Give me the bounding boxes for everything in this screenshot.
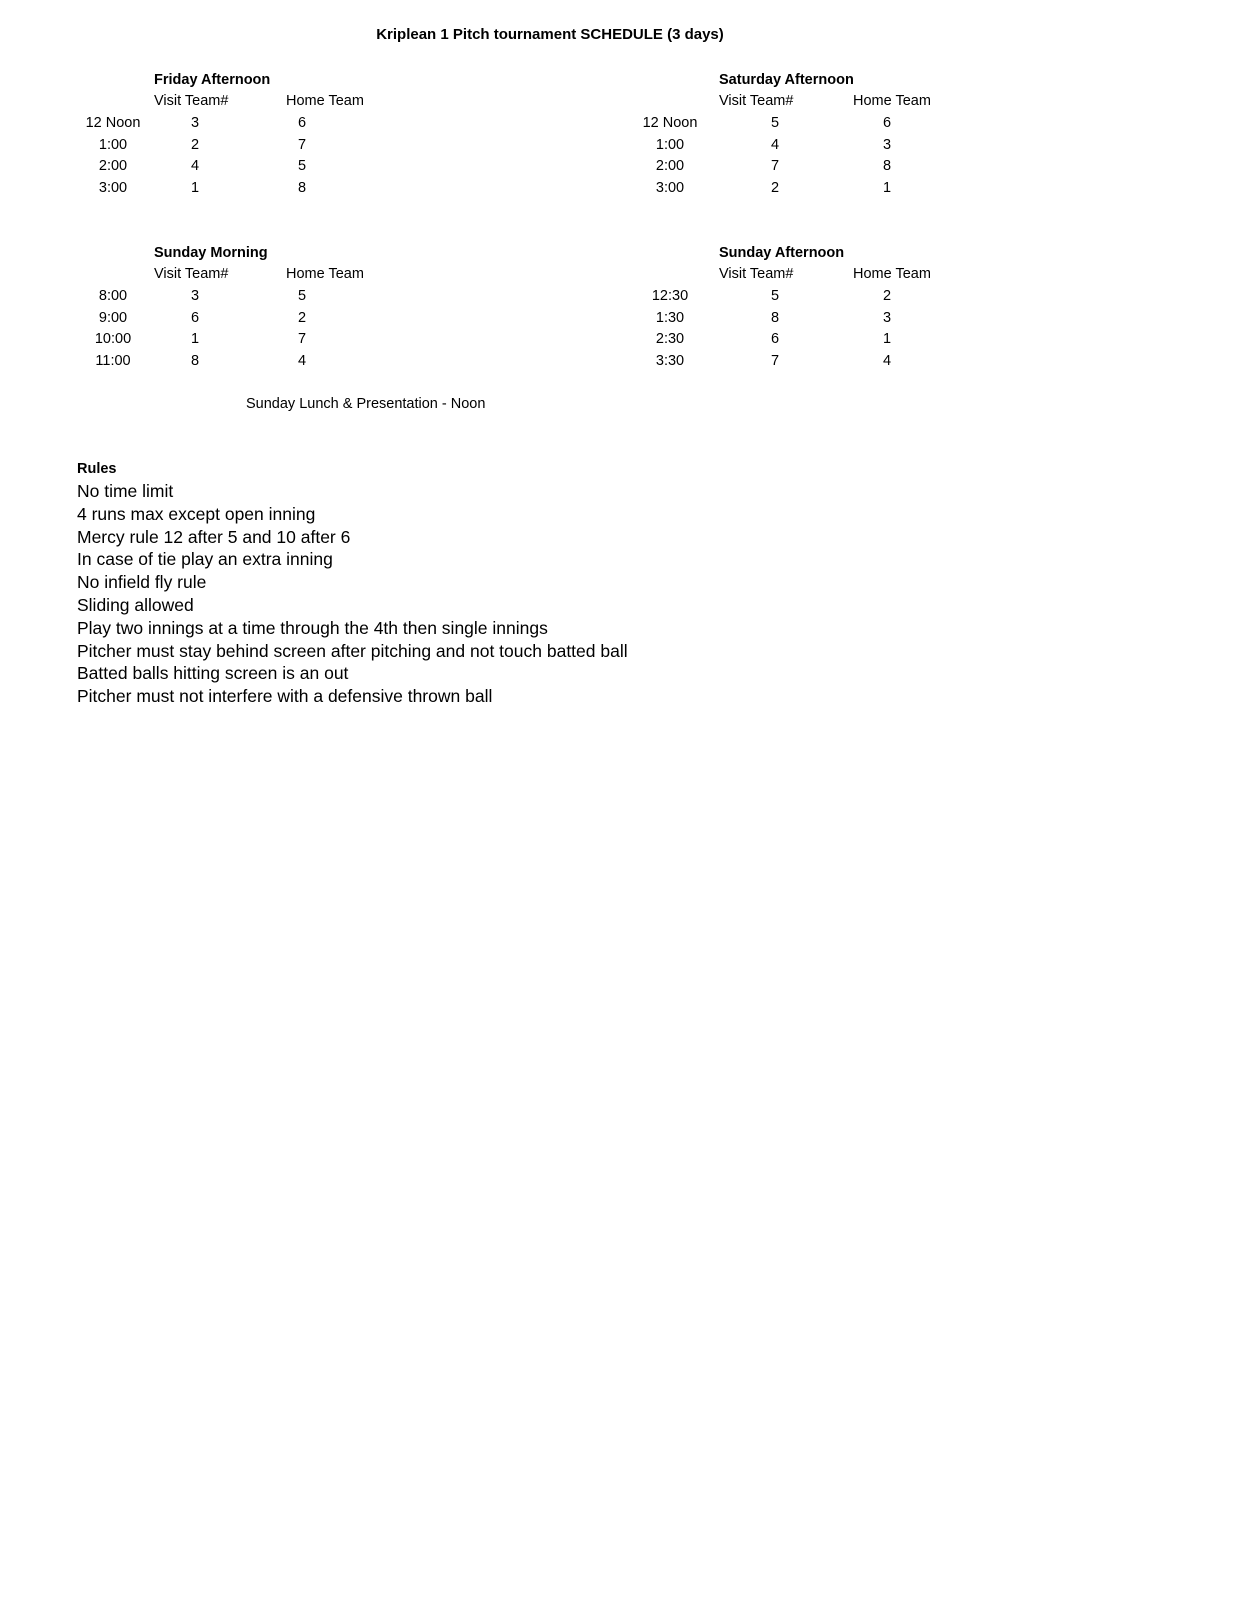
home-team-header: Home Team bbox=[853, 93, 931, 109]
game-time: 8:00 bbox=[98, 288, 128, 304]
game-row bbox=[78, 353, 578, 375]
game-row bbox=[635, 331, 1135, 353]
game-time: 3:00 bbox=[655, 179, 685, 196]
schedule-heading: Sunday Morning bbox=[154, 245, 268, 261]
home-team-header: Home Team bbox=[286, 93, 364, 109]
game-time: 1:00 bbox=[98, 136, 128, 153]
game-time: 12 Noon bbox=[642, 115, 698, 131]
visit-team: 7 bbox=[770, 158, 780, 175]
game-time: 2:00 bbox=[655, 158, 685, 175]
game-time: 2:00 bbox=[98, 158, 128, 175]
game-time: 9:00 bbox=[98, 309, 128, 326]
home-team: 7 bbox=[297, 331, 307, 348]
visit-team-header: Visit Team# bbox=[719, 93, 794, 109]
game-time: 3:00 bbox=[98, 179, 128, 196]
game-row bbox=[78, 158, 578, 180]
visit-team-header: Visit Team# bbox=[719, 266, 794, 282]
home-team: 8 bbox=[882, 158, 892, 175]
game-row bbox=[78, 115, 578, 137]
visit-team: 2 bbox=[770, 179, 780, 196]
game-row bbox=[78, 137, 578, 159]
schedule-heading: Sunday Afternoon bbox=[719, 245, 845, 261]
schedule-heading: Friday Afternoon bbox=[154, 72, 271, 88]
game-row bbox=[78, 180, 578, 202]
game-row bbox=[78, 288, 578, 310]
visit-team: 6 bbox=[770, 331, 780, 348]
rule-item: Sliding allowed bbox=[77, 594, 194, 615]
home-team: 3 bbox=[882, 309, 892, 326]
game-time: 3:30 bbox=[655, 352, 685, 369]
game-time: 12 Noon bbox=[85, 115, 141, 131]
visit-team-header: Visit Team# bbox=[154, 266, 229, 282]
game-time: 11:00 bbox=[95, 352, 131, 369]
rules-list bbox=[77, 480, 628, 708]
home-team-header: Home Team bbox=[286, 266, 364, 282]
game-row bbox=[635, 115, 1135, 137]
rule-item: Mercy rule 12 after 5 and 10 after 6 bbox=[77, 526, 351, 547]
home-team: 6 bbox=[882, 115, 892, 131]
visit-team: 1 bbox=[190, 179, 200, 196]
game-time: 10:00 bbox=[94, 331, 132, 348]
visit-team: 3 bbox=[190, 288, 200, 304]
visit-team: 3 bbox=[190, 115, 200, 131]
home-team: 1 bbox=[882, 331, 892, 348]
visit-team: 5 bbox=[770, 288, 780, 304]
visit-team: 2 bbox=[190, 136, 200, 153]
home-team: 4 bbox=[882, 352, 892, 369]
home-team: 4 bbox=[297, 352, 307, 369]
home-team: 2 bbox=[882, 288, 892, 304]
lunch-note: Sunday Lunch & Presentation - Noon bbox=[246, 396, 486, 412]
rule-item: No time limit bbox=[77, 481, 174, 501]
visit-team: 1 bbox=[190, 331, 200, 348]
home-team: 7 bbox=[297, 136, 307, 153]
home-team-header: Home Team bbox=[853, 266, 931, 282]
game-row bbox=[635, 310, 1135, 332]
game-row bbox=[635, 158, 1135, 180]
rule-item: 4 runs max except open inning bbox=[77, 503, 316, 524]
visit-team: 7 bbox=[770, 352, 780, 369]
rule-item: Play two innings at a time through the 4th then single innings bbox=[77, 617, 548, 638]
game-time: 1:00 bbox=[655, 136, 685, 153]
visit-team: 8 bbox=[190, 352, 200, 369]
home-team: 5 bbox=[297, 158, 307, 175]
home-team: 3 bbox=[882, 136, 892, 153]
rule-item: Batted balls hitting screen is an out bbox=[77, 663, 349, 684]
visit-team: 4 bbox=[190, 158, 200, 175]
visit-team: 4 bbox=[770, 136, 780, 153]
game-row bbox=[635, 137, 1135, 159]
rule-item: No infield fly rule bbox=[77, 572, 207, 593]
game-row bbox=[635, 353, 1135, 375]
game-time: 2:30 bbox=[655, 331, 685, 348]
game-row bbox=[78, 310, 578, 332]
schedule-heading: Saturday Afternoon bbox=[719, 72, 854, 88]
page-title: Kriplean 1 Pitch tournament SCHEDULE (3 days) bbox=[376, 26, 724, 43]
game-row bbox=[78, 331, 578, 353]
rule-item: Pitcher must stay behind screen after pitching and not touch batted ball bbox=[77, 640, 628, 661]
game-time: 12:30 bbox=[651, 288, 689, 304]
game-time: 1:30 bbox=[655, 309, 685, 326]
game-row bbox=[635, 180, 1135, 202]
home-team: 1 bbox=[882, 179, 892, 196]
visit-team: 5 bbox=[770, 115, 780, 131]
game-row bbox=[635, 288, 1135, 310]
home-team: 8 bbox=[297, 179, 307, 196]
home-team: 5 bbox=[297, 288, 307, 304]
rules-heading: Rules bbox=[77, 461, 117, 477]
home-team: 6 bbox=[297, 115, 307, 131]
home-team: 2 bbox=[297, 309, 307, 326]
visit-team: 8 bbox=[770, 309, 780, 326]
visit-team: 6 bbox=[190, 309, 200, 326]
rule-item: Pitcher must not interfere with a defensive thrown ball bbox=[77, 686, 493, 707]
rule-item: In case of tie play an extra inning bbox=[77, 549, 333, 570]
visit-team-header: Visit Team# bbox=[154, 93, 229, 109]
